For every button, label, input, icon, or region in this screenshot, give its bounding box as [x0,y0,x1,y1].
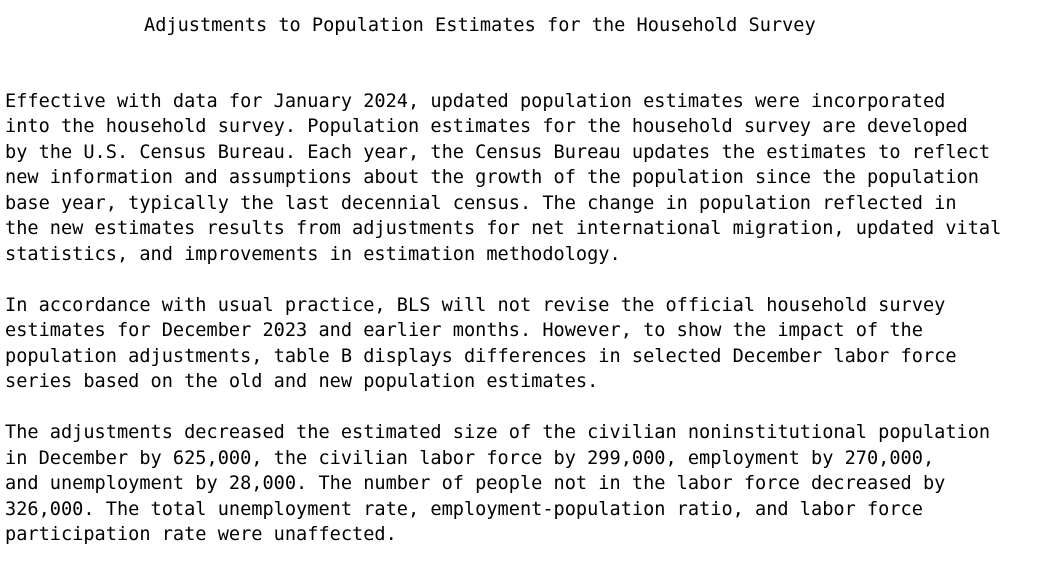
paragraph-line: new information and assumptions about the growth of the population since the population [5,167,979,188]
paragraph-line: the new estimates results from adjustments for net international migration, updated vital [5,218,1002,239]
paragraph-line: series based on the old and new population estimates. [5,371,599,392]
paragraph-line: In accordance with usual practice, BLS will not revise the official household survey [5,294,946,316]
paragraph-line: base year, typically the last decennial census. The change in population reflected in [5,192,957,214]
document [5,13,1035,548]
paragraph-line: into the household survey. Population estimates for the household survey are developed [5,116,968,137]
paragraph-line: statistics, and improvements in estimation methodology. [5,243,621,265]
paragraph-line: by the U.S. Census Bureau. Each year, the Census Bureau updates the estimates to reflect [5,141,991,163]
paragraph-population-estimates [5,89,1035,268]
paragraph-line: Effective with data for January 2024, updated population estimates were incorporated [5,90,946,112]
paragraph-line: in December by 625,000, the civilian labor force by 299,000, employment by 270,000, [5,447,935,469]
paragraph-line: 326,000. The total unemployment rate, employment-population ratio, and labor force [5,498,923,520]
paragraph-adjustment-effects [5,420,1035,548]
document-title: Adjustments to Population Estimates for the Household Survey [144,15,816,36]
paragraph-line: participation rate were unaffected. [5,524,397,545]
paragraph-line: The adjustments decreased the estimated size of the civilian noninstitutional population [5,422,991,443]
paragraph-line: estimates for December 2023 and earlier months. However, to show the impact of the [5,320,923,341]
paragraph-line: and unemployment by 28,000. The number of people not in the labor force decreased by [5,473,946,494]
paragraph-revision-practice [5,293,1035,395]
paragraph-line: population adjustments, table B displays differences in selected December labor force [5,345,957,367]
